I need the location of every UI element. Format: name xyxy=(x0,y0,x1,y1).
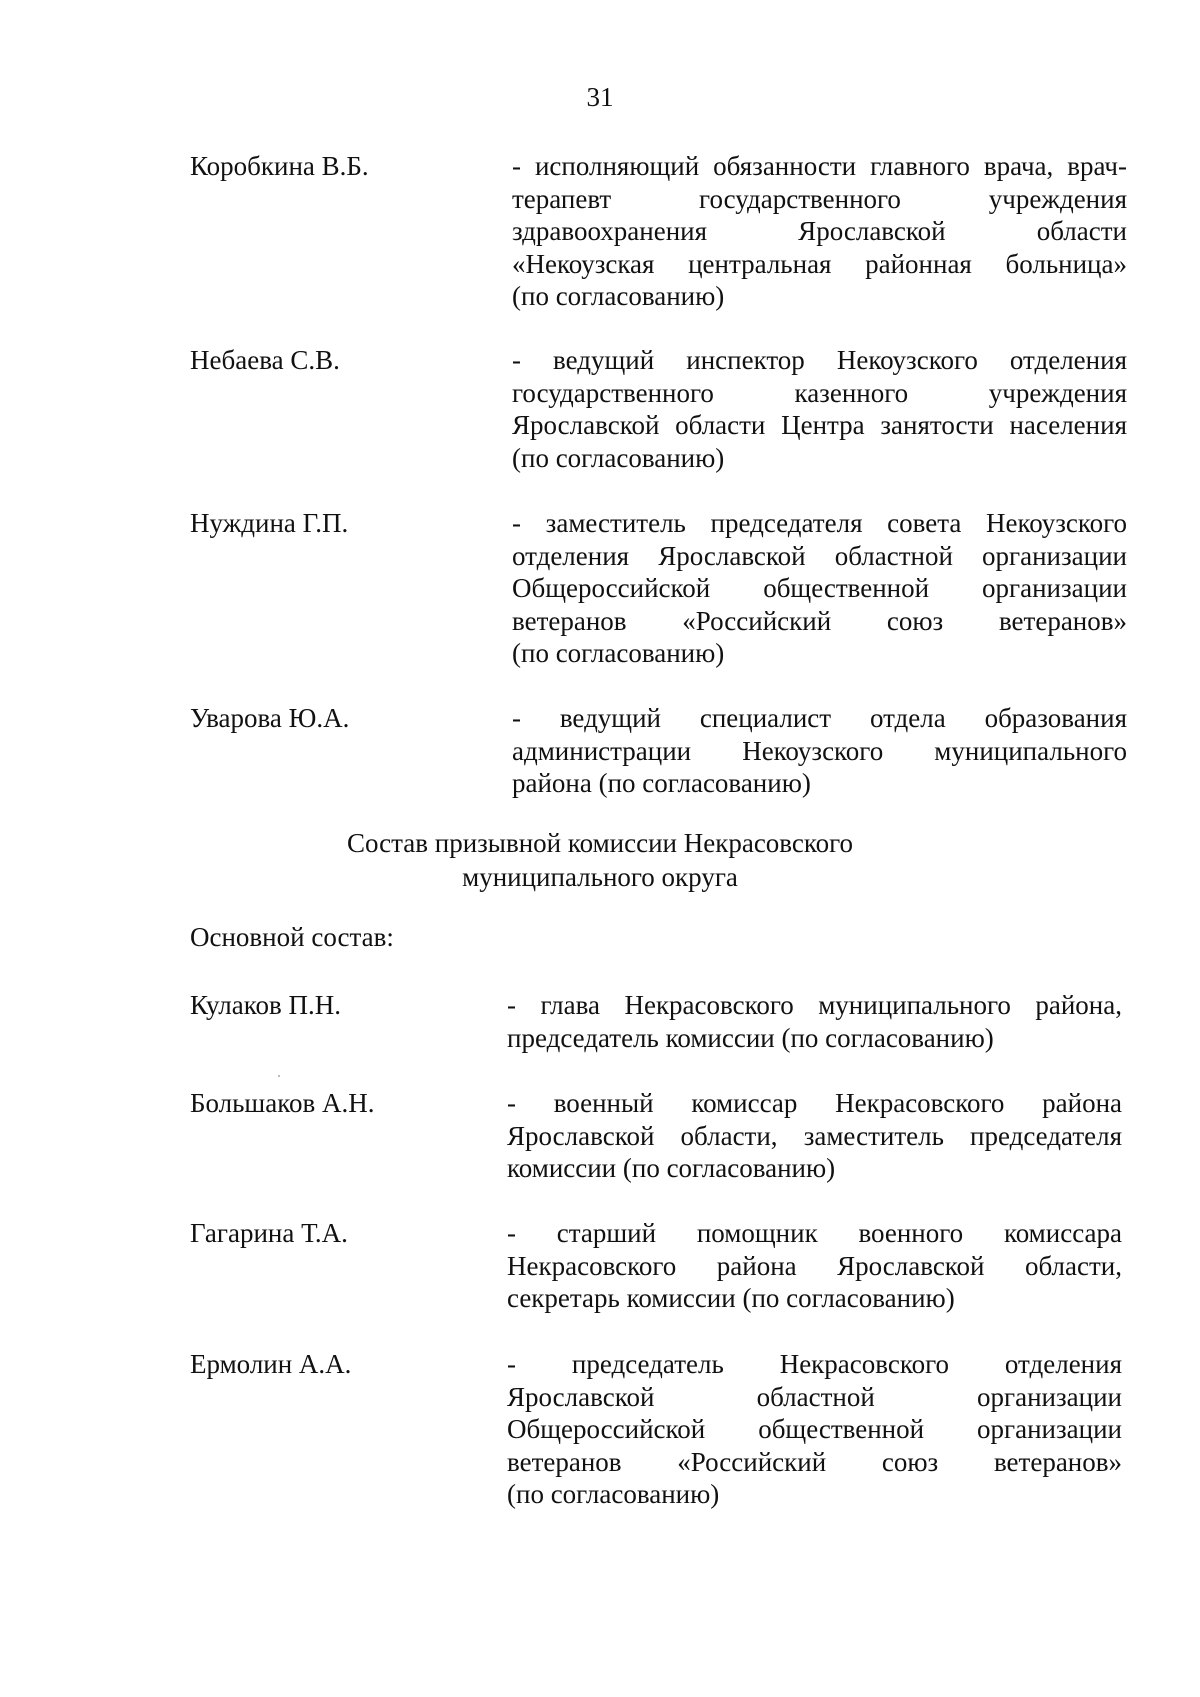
member-role-line: комиссии (по согласованию) xyxy=(507,1153,836,1183)
member-role-line: ветеранов «Российский союз ветеранов» xyxy=(512,605,1127,636)
member-role-line: Ярославской области Центра занятости населения xyxy=(512,410,1127,440)
member-role-line: отделения Ярославской областной организации xyxy=(512,540,1127,571)
member-name: Ермолин А.А. xyxy=(190,1349,352,1379)
member-role-line: (по согласованию) xyxy=(507,1479,720,1509)
member-name: Уварова Ю.А. xyxy=(190,703,350,733)
section-heading-line-2: муниципального округа xyxy=(462,862,738,892)
member-role-line: района (по согласованию) xyxy=(512,768,811,798)
member-role xyxy=(507,989,1122,1054)
main-composition-label: Основной состав: xyxy=(190,922,394,952)
member-role-line: - ведущий инспектор Некоузского отделения xyxy=(512,345,1127,375)
member-name: Гагарина Т.А. xyxy=(190,1218,348,1248)
member-role xyxy=(512,702,1127,800)
member-role-line: (по согласованию) xyxy=(512,442,725,473)
section-heading xyxy=(0,826,1200,894)
member-role-line: ветеранов «Российский союз ветеранов» xyxy=(507,1446,1122,1477)
section-heading-line-1: Состав призывной комиссии Некрасовского xyxy=(346,828,854,858)
member-role-line: «Некоузская центральная районная больница» xyxy=(512,248,1127,279)
member-role-line: - председатель Некрасовского отделения xyxy=(507,1349,1122,1379)
member-role-line: Общероссийской общественной организации xyxy=(512,573,1127,603)
member-role xyxy=(512,344,1127,474)
member-role-line: Общероссийской общественной организации xyxy=(507,1414,1122,1444)
member-role-line: Ярославской области, заместитель председателя xyxy=(507,1120,1122,1151)
member-role xyxy=(512,507,1127,670)
member-role-line: - заместитель председателя совета Некоузского xyxy=(512,508,1127,538)
member-role-line: - военный комиссар Некрасовского района xyxy=(507,1088,1122,1118)
member-role-line: Ярославской областной организации xyxy=(507,1381,1122,1412)
member-name: Небаева С.В. xyxy=(190,345,340,375)
member-role-line: администрации Некоузского муниципального xyxy=(512,735,1127,766)
scan-speck xyxy=(278,1075,280,1077)
member-role-line: - исполняющий обязанности главного врача, врач- xyxy=(512,151,1127,181)
member-role-line: Некрасовского района Ярославской области, xyxy=(507,1250,1122,1281)
member-role-line: председатель комиссии (по согласованию) xyxy=(507,1022,994,1053)
member-name: Нуждина Г.П. xyxy=(190,508,349,538)
member-name: Кулаков П.Н. xyxy=(190,990,341,1020)
member-role-line: (по согласованию) xyxy=(512,281,725,311)
member-role xyxy=(507,1087,1122,1185)
member-role-line: - старший помощник военного комиссара xyxy=(507,1218,1122,1248)
member-role xyxy=(507,1348,1122,1511)
member-role-line: государственного казенного учреждения xyxy=(512,377,1127,408)
member-name: Большаков А.Н. xyxy=(190,1088,375,1118)
page-number: 31 xyxy=(586,82,614,112)
member-role xyxy=(512,150,1127,313)
member-name: Коробкина В.Б. xyxy=(190,151,369,181)
member-role-line: терапевт государственного учреждения xyxy=(512,183,1127,214)
member-role-line: - глава Некрасовского муниципального района, xyxy=(507,990,1122,1020)
member-role-line: (по согласованию) xyxy=(512,638,725,668)
member-role-line: секретарь комиссии (по согласованию) xyxy=(507,1283,955,1313)
member-role-line: здравоохранения Ярославской области xyxy=(512,216,1127,246)
member-role xyxy=(507,1217,1122,1315)
member-role-line: - ведущий специалист отдела образования xyxy=(512,703,1127,733)
